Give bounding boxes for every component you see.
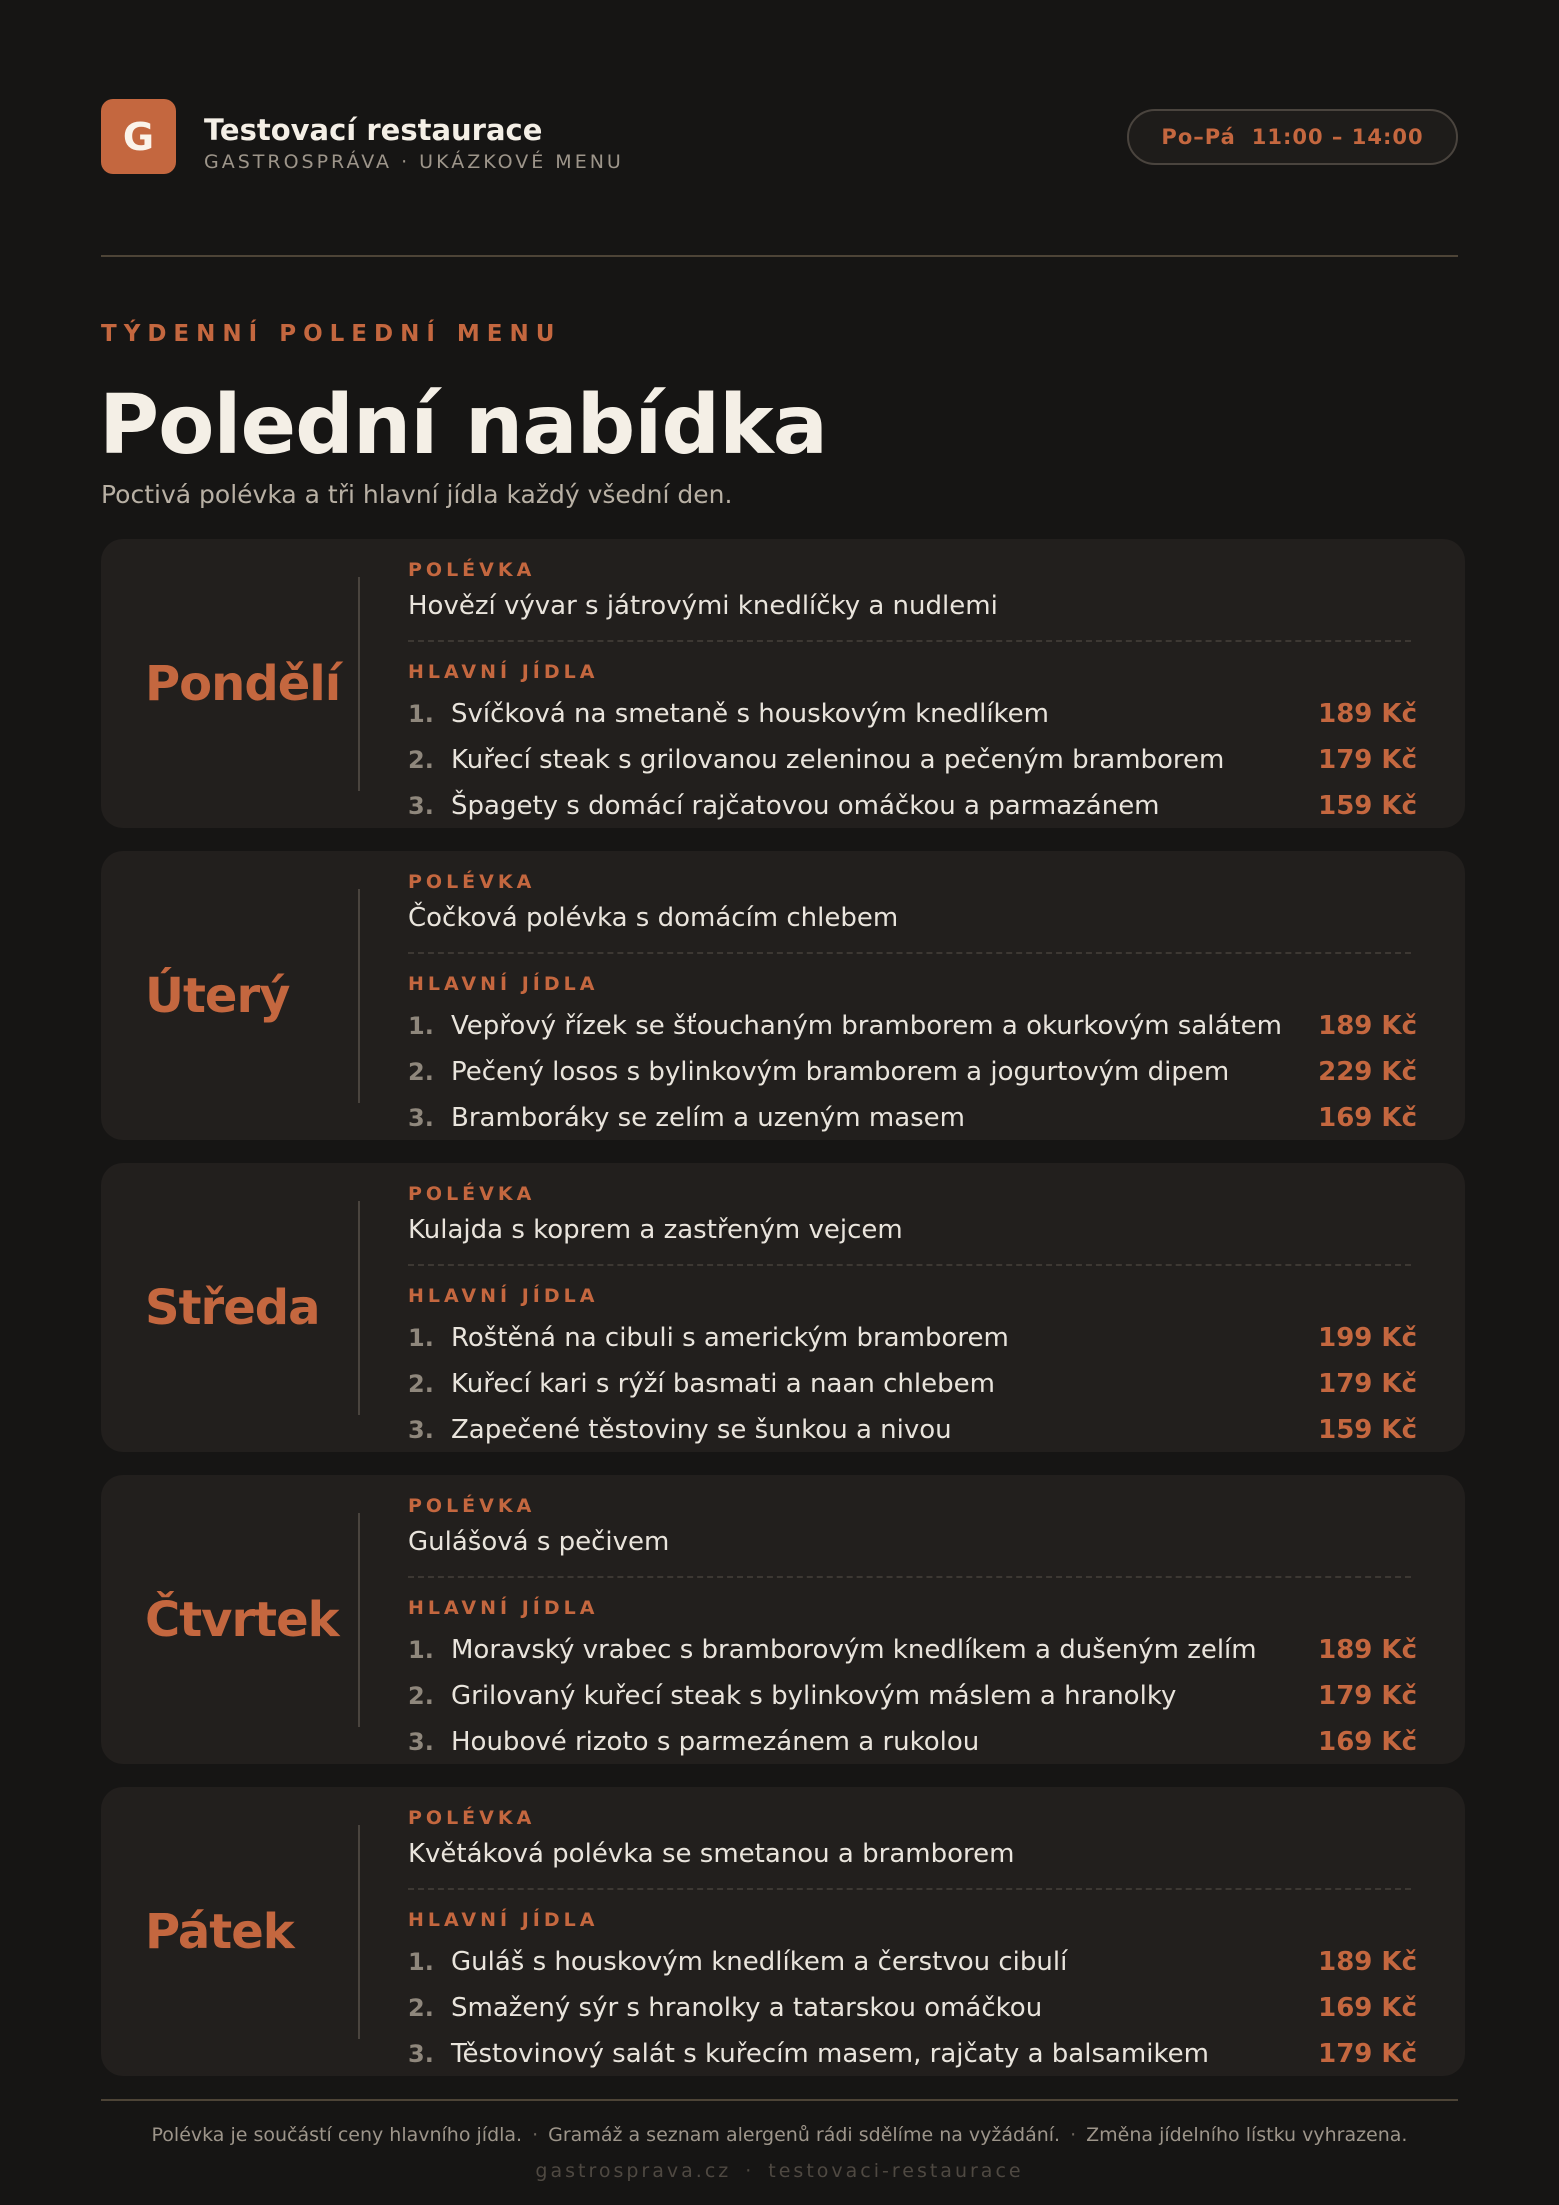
dish-number: 2. [408,1682,434,1710]
day-name: Úterý [145,967,290,1024]
dish-price: 189 Kč [1318,1947,1417,1977]
dashed-divider [408,1576,1411,1578]
dish-number: 2. [408,746,434,774]
dish-price: 179 Kč [1318,1369,1417,1399]
footer-divider [101,2099,1458,2101]
footer-link-slug[interactable]: testovaci-restaurace [768,2160,1024,2182]
dish-row [408,2034,1417,2074]
dish-row [408,1318,1417,1358]
dish-row [408,1410,1417,1450]
dish-row [408,1006,1417,1046]
soup-label: POLÉVKA [408,871,536,893]
dish-row [408,1942,1417,1982]
day-divider [358,1201,360,1415]
dashed-divider [408,1264,1411,1266]
dish-number: 3. [408,1416,434,1444]
footer-notes [0,2124,1559,2146]
footer-separator: · [1070,2124,1077,2146]
page-title: Polední nabídka [99,378,827,473]
day-name: Pondělí [145,655,341,712]
mains-label: HLAVNÍ JÍDLA [408,661,599,683]
soup-name: Květáková polévka se smetanou a bramborem [408,1839,1015,1869]
day-name: Středa [145,1279,320,1336]
dish-number: 1. [408,1012,434,1040]
soup-label: POLÉVKA [408,1807,536,1829]
dish-price: 169 Kč [1318,1727,1417,1757]
dish-name: Houbové rizoto s parmezánem a rukolou [451,1727,980,1757]
footer-note: Polévka je součástí ceny hlavního jídla. [151,2124,523,2146]
dish-number: 3. [408,1728,434,1756]
dashed-divider [408,952,1411,954]
dish-price: 179 Kč [1318,1681,1417,1711]
day-card-monday [101,539,1465,828]
day-card-friday [101,1787,1465,2076]
opening-hours-badge [1127,109,1458,165]
footer-separator: · [532,2124,539,2146]
dish-price: 169 Kč [1318,1103,1417,1133]
dish-price: 199 Kč [1318,1323,1417,1353]
day-name: Pátek [145,1903,294,1960]
dish-price: 159 Kč [1318,1415,1417,1445]
dish-number: 3. [408,792,434,820]
dish-price: 189 Kč [1318,1011,1417,1041]
dish-price: 179 Kč [1318,2039,1417,2069]
dish-number: 2. [408,1058,434,1086]
dish-name: Guláš s houskovým knedlíkem a čerstvou cibulí [451,1947,1068,1977]
dish-name: Pečený losos s bylinkovým bramborem a jogurtovým dipem [451,1057,1230,1087]
footer-link-website[interactable]: gastrosprava.cz [535,2160,732,2182]
dashed-divider [408,640,1411,642]
soup-name: Čočková polévka s domácím chlebem [408,903,899,933]
dish-name: Bramboráky se zelím a uzeným masem [451,1103,965,1133]
dish-number: 1. [408,1948,434,1976]
dish-price: 159 Kč [1318,791,1417,821]
dish-name: Svíčková na smetaně s houskovým knedlíkem [451,699,1049,729]
footer-note: Změna jídelního lístku vyhrazena. [1086,2124,1408,2146]
dish-price: 229 Kč [1318,1057,1417,1087]
hours-days: Po–Pá [1161,125,1236,149]
mains-label: HLAVNÍ JÍDLA [408,1285,599,1307]
dish-name: Zapečené těstoviny se šunkou a nivou [451,1415,952,1445]
brand-subtitle: GASTROSPRÁVA · UKÁZKOVÉ MENU [204,151,624,173]
dish-price: 189 Kč [1318,1635,1417,1665]
dish-row [408,1722,1417,1762]
day-name: Čtvrtek [145,1591,339,1648]
dish-name: Kuřecí steak s grilovanou zeleninou a pečeným bramborem [451,745,1225,775]
hours-time: 11:00 – 14:00 [1251,125,1424,149]
dish-row [408,740,1417,780]
day-divider [358,1513,360,1727]
page-subtitle: Poctivá polévka a tři hlavní jídla každý všední den. [101,480,733,509]
dish-name: Moravský vrabec s bramborovým knedlíkem a dušeným zelím [451,1635,1257,1665]
soup-label: POLÉVKA [408,1183,536,1205]
dish-name: Grilovaný kuřecí steak s bylinkovým máslem a hranolky [451,1681,1177,1711]
soup-name: Gulášová s pečivem [408,1527,670,1557]
footer-note: Gramáž a seznam alergenů rádi sdělíme na vyžádání. [548,2124,1061,2146]
dish-row [408,786,1417,826]
dish-name: Kuřecí kari s rýží basmati a naan chlebem [451,1369,995,1399]
dish-row [408,1676,1417,1716]
dish-price: 179 Kč [1318,745,1417,775]
dish-row [408,1098,1417,1138]
header-divider [101,255,1458,257]
mains-label: HLAVNÍ JÍDLA [408,1909,599,1931]
footer-separator: · [745,2160,755,2182]
soup-label: POLÉVKA [408,1495,536,1517]
soup-label: POLÉVKA [408,559,536,581]
soup-name: Hovězí vývar s játrovými knedlíčky a nudlemi [408,591,998,621]
mains-label: HLAVNÍ JÍDLA [408,1597,599,1619]
brand-name: Testovací restaurace [204,113,543,147]
dish-name: Vepřový řízek se šťouchaným bramborem a okurkovým salátem [451,1011,1282,1041]
soup-name: Kulajda s koprem a zastřeným vejcem [408,1215,903,1245]
dish-number: 3. [408,2040,434,2068]
dish-name: Těstovinový salát s kuřecím masem, rajčaty a balsamikem [451,2039,1209,2069]
dish-number: 1. [408,700,434,728]
day-card-wednesday [101,1163,1465,1452]
day-card-tuesday [101,851,1465,1140]
dish-number: 1. [408,1324,434,1352]
dish-number: 2. [408,1370,434,1398]
brand-logo: G [101,99,176,174]
footer-links [0,2160,1559,2182]
dish-row [408,1364,1417,1404]
day-card-thursday [101,1475,1465,1764]
dish-row [408,1630,1417,1670]
dish-row [408,1052,1417,1092]
day-divider [358,1825,360,2039]
dish-name: Smažený sýr s hranolky a tatarskou omáčkou [451,1993,1043,2023]
dish-number: 3. [408,1104,434,1132]
dish-price: 189 Kč [1318,699,1417,729]
header [101,99,1458,175]
dish-row [408,694,1417,734]
dish-number: 2. [408,1994,434,2022]
dish-row [408,1988,1417,2028]
section-eyebrow: TÝDENNÍ POLEDNÍ MENU [101,321,562,347]
dish-number: 1. [408,1636,434,1664]
mains-label: HLAVNÍ JÍDLA [408,973,599,995]
day-divider [358,577,360,791]
dashed-divider [408,1888,1411,1890]
day-divider [358,889,360,1103]
dish-price: 169 Kč [1318,1993,1417,2023]
dish-name: Roštěná na cibuli s americkým bramborem [451,1323,1009,1353]
dish-name: Špagety s domácí rajčatovou omáčkou a parmazánem [451,791,1160,821]
